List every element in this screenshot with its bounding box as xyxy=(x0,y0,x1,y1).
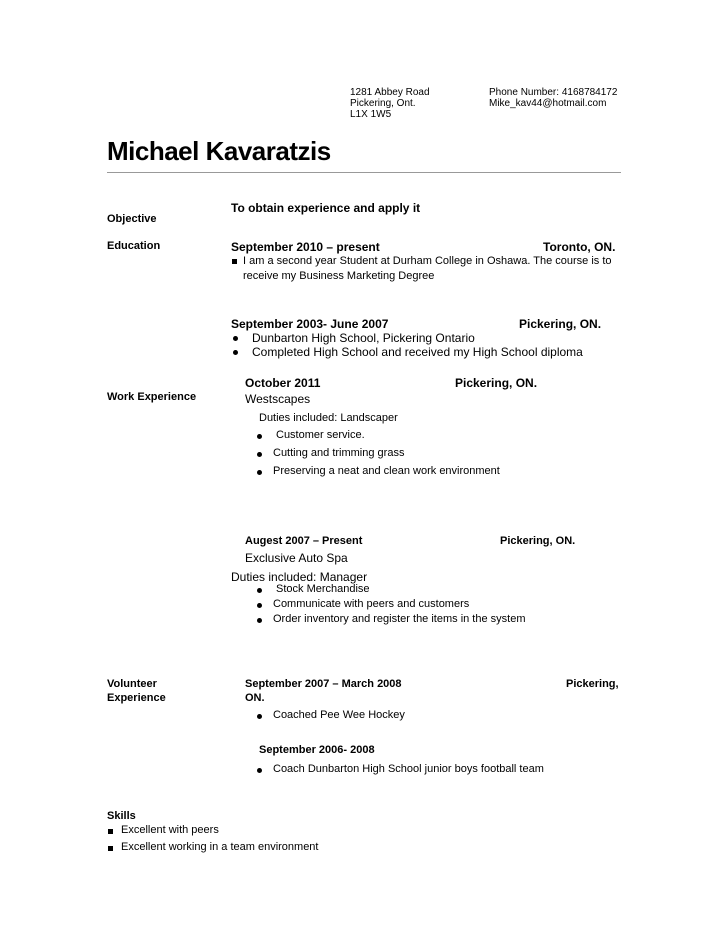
education-bullet-1: I am a second year Student at Durham College in Oshawa. The course is to receive my Business Marketing Degree xyxy=(243,255,612,282)
volunteer-date-2: September 2006- 2008 xyxy=(259,744,375,756)
work-location-1: Pickering, ON. xyxy=(455,376,538,390)
round-bullet-icon xyxy=(257,452,262,457)
phone-number: Phone Number: 4168784172 xyxy=(489,87,618,98)
round-bullet-icon xyxy=(257,768,262,773)
applicant-name: Michael Kavaratzis xyxy=(107,136,331,166)
work-bullet-4: Stock Merchandise xyxy=(276,583,370,595)
skills-bullet-2: Excellent working in a team environment xyxy=(121,841,319,853)
education-heading: Education xyxy=(107,240,161,252)
work-bullet-6: Order inventory and register the items in the system xyxy=(273,613,526,625)
work-date-2: Augest 2007 – Present xyxy=(245,535,363,547)
work-duties-1: Duties included: Landscaper xyxy=(259,412,398,424)
work-bullet-5: Communicate with peers and customers xyxy=(273,598,470,610)
round-bullet-icon xyxy=(257,603,262,608)
round-bullet-icon xyxy=(257,588,262,593)
work-duties-2: Duties included: Manager xyxy=(231,570,368,584)
round-bullet-icon xyxy=(257,618,262,623)
education-location-1: Toronto, ON. xyxy=(543,240,616,254)
work-heading: Work Experience xyxy=(107,391,197,403)
volunteer-heading-line-1: Volunteer xyxy=(107,678,157,690)
objective-text: To obtain experience and apply it xyxy=(231,201,421,215)
education-date-2: September 2003- June 2007 xyxy=(231,317,389,331)
volunteer-bullet-2: Coach Dunbarton High School junior boys football team xyxy=(273,763,544,775)
round-bullet-icon xyxy=(233,336,238,341)
volunteer-heading-line-2: Experience xyxy=(107,692,166,704)
volunteer-bullet-1: Coached Pee Wee Hockey xyxy=(273,709,405,721)
work-company-2: Exclusive Auto Spa xyxy=(245,551,348,565)
education-bullet-2: Dunbarton High School, Pickering Ontario xyxy=(252,331,475,345)
square-bullet-icon xyxy=(108,829,113,834)
skills-bullet-1: Excellent with peers xyxy=(121,824,219,836)
work-bullet-1: Customer service. xyxy=(276,429,365,441)
work-location-2: Pickering, ON. xyxy=(500,535,576,547)
volunteer-location-1b: ON. xyxy=(245,692,265,704)
education-date-1: September 2010 – present xyxy=(231,240,380,254)
skills-heading: Skills xyxy=(107,810,136,822)
square-bullet-icon xyxy=(232,259,237,264)
volunteer-date-1: September 2007 – March 2008 xyxy=(245,678,402,690)
address-line-1: 1281 Abbey Road xyxy=(350,87,430,98)
round-bullet-icon xyxy=(257,714,262,719)
work-bullet-2: Cutting and trimming grass xyxy=(273,447,405,459)
address-line-3: L1X 1W5 xyxy=(350,109,392,120)
round-bullet-icon xyxy=(257,434,262,439)
address-line-2: Pickering, Ont. xyxy=(350,98,416,109)
work-date-1: October 2011 xyxy=(245,376,321,390)
email-address: Mike_kav44@hotmail.com xyxy=(489,98,607,109)
round-bullet-icon xyxy=(257,470,262,475)
work-company-1: Westscapes xyxy=(245,392,311,406)
objective-heading: Objective xyxy=(107,213,157,225)
square-bullet-icon xyxy=(108,846,113,851)
education-bullet-3: Completed High School and received my High School diploma xyxy=(252,345,583,359)
work-bullet-3: Preserving a neat and clean work environment xyxy=(273,465,500,477)
volunteer-location-1a: Pickering, xyxy=(566,678,619,690)
header-divider xyxy=(107,172,621,173)
round-bullet-icon xyxy=(233,350,238,355)
education-location-2: Pickering, ON. xyxy=(519,317,602,331)
